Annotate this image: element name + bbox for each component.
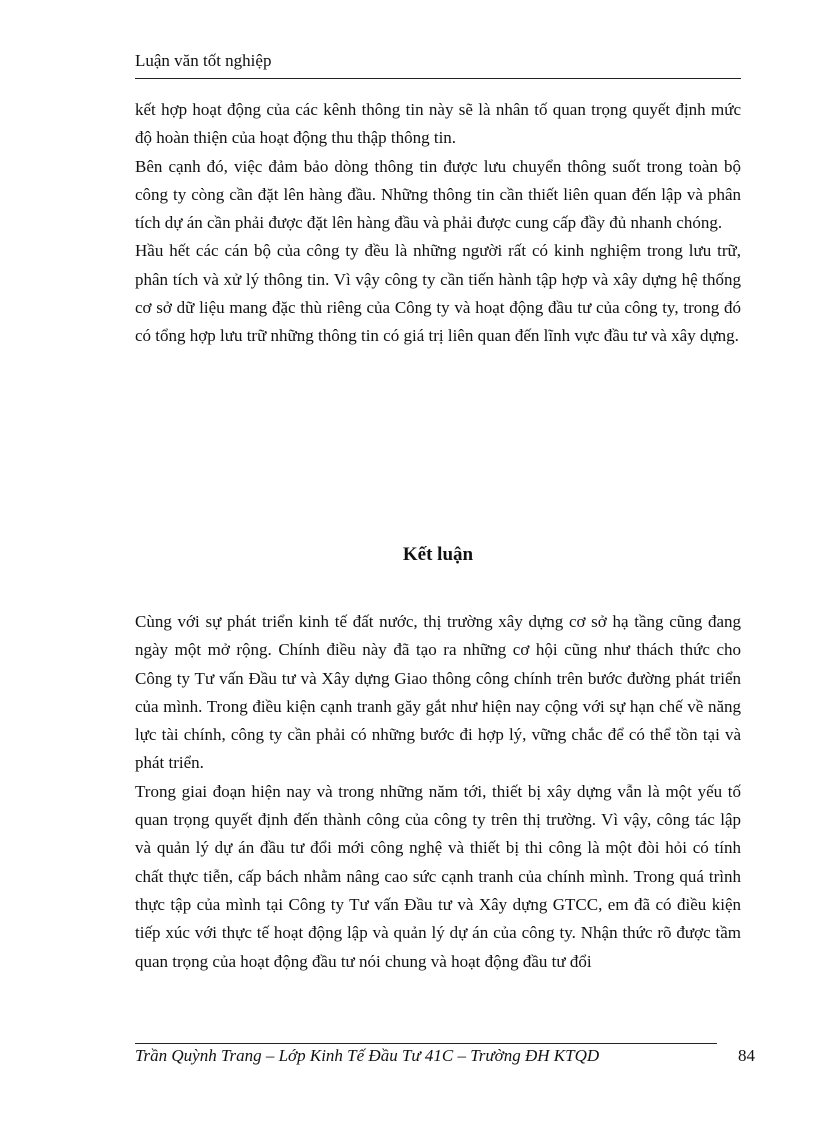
footer-text: Trần Quỳnh Trang – Lớp Kinh Tế Đầu Tư 41C – Trường ĐH KTQD — [135, 1046, 600, 1065]
paragraph: Hầu hết các cán bộ của công ty đều là những người rất có kinh nghiệm trong lưu trữ, phân tích và xử lý thông tin. Vì vậy công ty cần tiến hành tập hợp và xây dựng hệ thống cơ sở dữ liệu mang đặc thù riêng của Công ty và hoạt động đầu tư của công ty, trong đó có tổng hợp lưu trữ những thông tin có giá trị liên quan đến lĩnh vực đầu tư và xây dựng. — [135, 241, 741, 346]
page-header — [135, 48, 741, 79]
header-title: Luận văn tốt nghiệp — [135, 51, 272, 70]
conclusion-text-block — [135, 608, 741, 976]
footer-divider — [135, 1043, 717, 1044]
paragraph: Bên cạnh đó, việc đảm bảo dòng thông tin được lưu chuyển thông suốt trong toàn bộ công ty còng cần đặt lên hàng đầu. Những thông tin cần thiết liên quan đến lập và phân tích dự án cần phải được đặt lên hàng đầu và phải được cung cấp đầy đủ nhanh chóng. — [135, 156, 741, 233]
page-number: 84 — [738, 1046, 755, 1065]
paragraph: Cùng với sự phát triển kinh tế đất nước, thị trường xây dựng cơ sở hạ tầng cũng đang ngày một mở rộng. Chính điều này đã tạo ra những cơ hội cũng như thách thức cho Công ty Tư vấn Đầu tư và Xây dựng Giao thông công chính trên bước đường phát triển của mình. Trong điều kiện cạnh tranh găy gắt như hiện nay cộng với sự hạn chế về năng lực tài chính, công ty cần phải có những bước đi hợp lý, vững chắc để có thể tồn tại và phát triển. — [135, 612, 741, 773]
paragraph: kết hợp hoạt động của các kênh thông tin này sẽ là nhân tố quan trọng quyết định mức độ hoàn thiện của hoạt động thu thập thông tin. — [135, 100, 741, 148]
top-text-block — [135, 96, 741, 351]
paragraph: Trong giai đoạn hiện nay và trong những năm tới, thiết bị xây dựng vẫn là một yếu tố quan trọng quyết định đến thành công của công ty trên thị trường. Vì vậy, công tác lập và quản lý dự án đầu tư đổi mới công nghệ và thiết bị thi công là một đòi hỏi có tính chất thực tiễn, cấp bách nhằm nâng cao sức cạnh tranh của chính mình. Trong quá trình thực tập của mình tại Công ty Tư vấn Đầu tư và Xây dựng GTCC, em đã có điều kiện tiếp xúc với thực tế hoạt động lập và quản lý dự án của công ty. Nhận thức rõ được tầm quan trọng của hoạt động đầu tư nói chung và hoạt động đầu tư đổi — [135, 781, 741, 971]
section-heading: Kết luận — [402, 544, 474, 565]
